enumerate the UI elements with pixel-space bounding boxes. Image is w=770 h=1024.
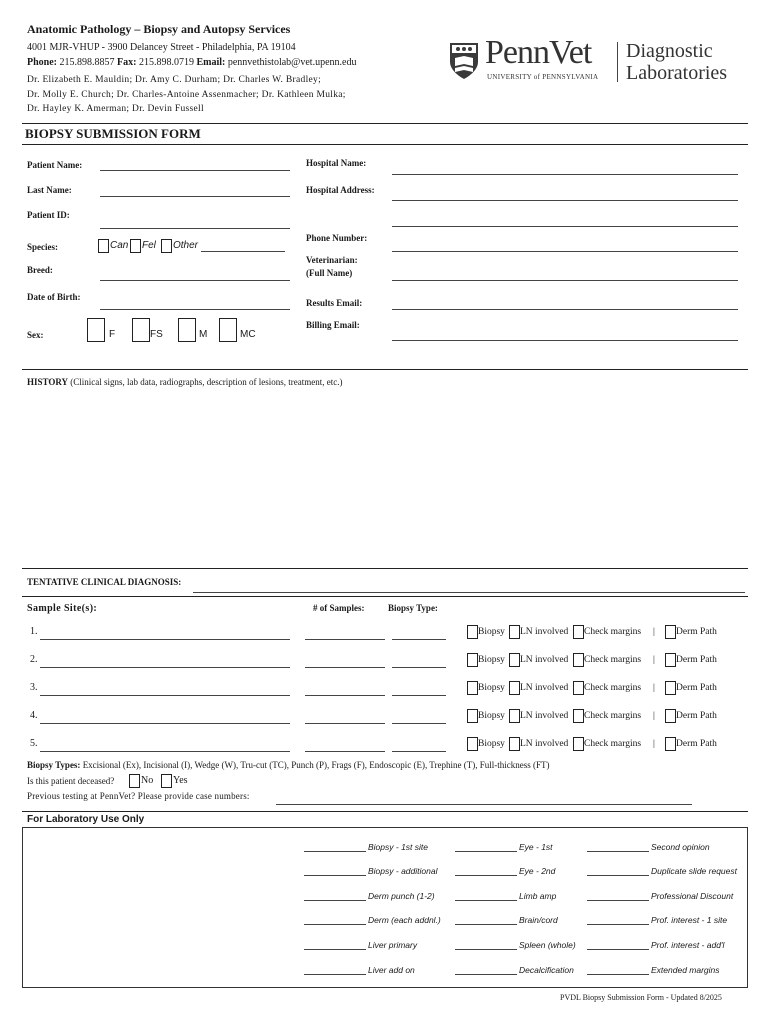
sample-site-input[interactable] bbox=[40, 739, 290, 752]
lab-fill-line bbox=[587, 892, 649, 901]
breed-label: Breed: bbox=[27, 265, 53, 275]
derm-path-checkbox[interactable] bbox=[665, 737, 676, 751]
title-rule-bottom bbox=[22, 144, 748, 145]
option-separator: | bbox=[653, 739, 655, 749]
lab-item-label: Biopsy - 1st site bbox=[368, 842, 428, 852]
lab-fill-line bbox=[587, 867, 649, 876]
lab-item bbox=[455, 866, 555, 876]
lab-fill-line bbox=[455, 867, 517, 876]
option-separator: | bbox=[653, 627, 655, 637]
history-heading bbox=[27, 377, 342, 387]
sample-count-input[interactable] bbox=[305, 655, 385, 668]
biopsy-checkbox[interactable] bbox=[467, 709, 478, 723]
lab-item bbox=[304, 965, 415, 975]
phone-number-input[interactable] bbox=[392, 239, 738, 252]
lab-use-title: For Laboratory Use Only bbox=[27, 814, 145, 825]
diagnosis-input[interactable] bbox=[193, 580, 745, 593]
dob-input[interactable] bbox=[100, 297, 290, 310]
vet-name-input[interactable] bbox=[392, 268, 738, 281]
breed-input[interactable] bbox=[100, 268, 290, 281]
lab-item bbox=[587, 866, 737, 876]
biopsy-option-label: Biopsy bbox=[478, 739, 505, 749]
patient-id-input[interactable] bbox=[100, 216, 290, 229]
biopsy-option-label: Biopsy bbox=[478, 627, 505, 637]
derm-path-label: Derm Path bbox=[676, 655, 717, 665]
lab-fill-line bbox=[304, 941, 366, 950]
sample-count-input[interactable] bbox=[305, 711, 385, 724]
title-rule-top bbox=[22, 123, 748, 124]
derm-path-checkbox[interactable] bbox=[665, 653, 676, 667]
lab-fill-line bbox=[304, 843, 366, 852]
ln-involved-checkbox[interactable] bbox=[509, 653, 520, 667]
lab-item bbox=[304, 842, 428, 852]
species-can-checkbox[interactable] bbox=[98, 239, 109, 253]
sex-fs-label: FS bbox=[150, 329, 163, 340]
lab-item bbox=[455, 965, 574, 975]
biopsy-checkbox[interactable] bbox=[467, 653, 478, 667]
lab-fill-line bbox=[304, 892, 366, 901]
sample-site-input[interactable] bbox=[40, 711, 290, 724]
biopsy-types-text: Excisional (Ex), Incisional (I), Wedge (W), Tru-cut (TC), Punch (P), Frags (F), Endoscopic (E), Trephine (T), Full-thickness (FT) bbox=[82, 760, 550, 770]
check-margins-checkbox[interactable] bbox=[573, 681, 584, 695]
sample-row-number: 3. bbox=[30, 682, 38, 693]
patient-id-label: Patient ID: bbox=[27, 210, 70, 220]
lab-item-label: Liver add on bbox=[368, 965, 415, 975]
doctors-line-1: Dr. Elizabeth E. Mauldin; Dr. Amy C. Durham; Dr. Charles W. Bradley; bbox=[27, 75, 322, 85]
lab-fill-line bbox=[455, 966, 517, 975]
lab-item bbox=[587, 965, 720, 975]
ln-involved-label: LN involved bbox=[520, 739, 569, 749]
sample-count-input[interactable] bbox=[305, 627, 385, 640]
sex-fs-checkbox[interactable] bbox=[132, 318, 150, 342]
biopsy-types-legend bbox=[27, 760, 549, 770]
phone-value: 215.898.8857 bbox=[59, 57, 115, 68]
sample-count-input[interactable] bbox=[305, 739, 385, 752]
sex-f-label: F bbox=[109, 329, 116, 340]
previous-testing-label: Previous testing at PennVet? Please provide case numbers: bbox=[27, 791, 250, 801]
lab-fill-line bbox=[587, 966, 649, 975]
species-fel-label: Fel bbox=[142, 240, 156, 251]
lab-item-label: Eye - 1st bbox=[519, 842, 553, 852]
patient-name-input[interactable] bbox=[100, 158, 290, 171]
lab-item-label: Extended margins bbox=[651, 965, 720, 975]
results-email-input[interactable] bbox=[392, 297, 738, 310]
deceased-yes-checkbox[interactable] bbox=[161, 774, 172, 788]
lab-item-label: Derm (each addnl.) bbox=[368, 915, 441, 925]
sample-count-header: # of Samples: bbox=[313, 603, 365, 613]
lab-item bbox=[587, 940, 724, 950]
species-can-label: Can bbox=[110, 240, 129, 251]
hospital-address-label: Hospital Address: bbox=[306, 185, 375, 195]
check-margins-label: Check margins bbox=[584, 655, 642, 665]
ln-involved-checkbox[interactable] bbox=[509, 737, 520, 751]
hospital-name-input[interactable] bbox=[392, 162, 738, 175]
lab-item-label: Spleen (whole) bbox=[519, 940, 576, 950]
species-other-input[interactable] bbox=[201, 239, 285, 252]
hospital-name-label: Hospital Name: bbox=[306, 158, 367, 168]
pennvet-logo-text: PennVet bbox=[485, 34, 592, 71]
lab-item-label: Decalcification bbox=[519, 965, 574, 975]
dept-line-2: Laboratories bbox=[626, 62, 728, 84]
derm-path-label: Derm Path bbox=[676, 739, 717, 749]
lab-fill-line bbox=[587, 843, 649, 852]
deceased-yes-label: Yes bbox=[173, 775, 188, 786]
ln-involved-label: LN involved bbox=[520, 683, 569, 693]
sample-row-number: 2. bbox=[30, 654, 38, 665]
lab-item bbox=[304, 915, 441, 925]
lab-item bbox=[304, 866, 437, 876]
dob-label: Date of Birth: bbox=[27, 292, 81, 302]
lab-item bbox=[304, 940, 417, 950]
sex-m-checkbox[interactable] bbox=[178, 318, 196, 342]
derm-path-label: Derm Path bbox=[676, 711, 717, 721]
diagnosis-label: TENTATIVE CLINICAL DIAGNOSIS: bbox=[27, 577, 182, 587]
species-fel-checkbox[interactable] bbox=[130, 239, 141, 253]
page-footer: PVDL Biopsy Submission Form - Updated 8/2025 bbox=[560, 993, 722, 1002]
biopsy-type-input[interactable] bbox=[392, 683, 446, 696]
derm-path-label: Derm Path bbox=[676, 627, 717, 637]
email-label: Email: bbox=[196, 57, 226, 68]
lab-title: Anatomic Pathology – Biopsy and Autopsy Services bbox=[27, 22, 291, 36]
ln-involved-label: LN involved bbox=[520, 711, 569, 721]
deceased-question: Is this patient deceased? bbox=[27, 776, 115, 786]
sample-site-header: Sample Site(s): bbox=[27, 603, 98, 614]
last-name-label: Last Name: bbox=[27, 185, 72, 195]
deceased-no-label: No bbox=[141, 775, 154, 786]
sex-mc-checkbox[interactable] bbox=[219, 318, 237, 342]
previous-case-numbers-input[interactable] bbox=[276, 792, 692, 805]
species-other-checkbox[interactable] bbox=[161, 239, 172, 253]
lab-item bbox=[304, 891, 435, 901]
dept-line-1: Diagnostic bbox=[626, 40, 713, 62]
email-value[interactable]: pennvethistolab@vet.upenn.edu bbox=[227, 57, 357, 68]
lab-item-label: Eye - 2nd bbox=[519, 866, 556, 876]
biopsy-types-label: Biopsy Types: bbox=[27, 760, 81, 770]
doctors-line-3: Dr. Hayley K. Amerman; Dr. Devin Fussell bbox=[27, 104, 204, 114]
sex-m-label: M bbox=[199, 329, 208, 340]
sample-site-input[interactable] bbox=[40, 655, 290, 668]
lab-address: 4001 MJR-VHUP - 3900 Delancey Street - Philadelphia, PA 19104 bbox=[27, 42, 296, 53]
lab-item bbox=[455, 915, 558, 925]
lab-item-label: Prof. interest - add'l bbox=[651, 940, 725, 950]
history-rule bbox=[22, 369, 748, 370]
derm-path-checkbox[interactable] bbox=[665, 625, 676, 639]
derm-path-checkbox[interactable] bbox=[665, 709, 676, 723]
penn-university-text: UNIVERSITY of PENNSYLVANIA bbox=[487, 73, 599, 81]
form-title: BIOPSY SUBMISSION FORM bbox=[25, 126, 201, 141]
lab-item bbox=[587, 915, 727, 925]
lab-item bbox=[455, 891, 556, 901]
check-margins-label: Check margins bbox=[584, 739, 642, 749]
phone-label: Phone: bbox=[27, 57, 57, 68]
sex-label: Sex: bbox=[27, 330, 44, 340]
ln-involved-checkbox[interactable] bbox=[509, 625, 520, 639]
option-separator: | bbox=[653, 683, 655, 693]
lab-item-label: Limb amp bbox=[519, 891, 557, 901]
hospital-address-input-1[interactable] bbox=[392, 188, 738, 201]
sample-row-number: 5. bbox=[30, 738, 38, 749]
lab-item-label: Professional Discount bbox=[651, 891, 734, 901]
diagnosis-rule bbox=[22, 568, 748, 569]
billing-email-label: Billing Email: bbox=[306, 320, 360, 330]
lab-fill-line bbox=[587, 941, 649, 950]
lab-use-rule bbox=[22, 811, 748, 812]
lab-item-label: Biopsy - additional bbox=[368, 866, 438, 876]
lab-item bbox=[455, 842, 553, 852]
species-label: Species: bbox=[27, 242, 58, 252]
lab-fill-line bbox=[587, 916, 649, 925]
biopsy-option-label: Biopsy bbox=[478, 711, 505, 721]
lab-fill-line bbox=[455, 843, 517, 852]
lab-fill-line bbox=[304, 867, 366, 876]
biopsy-type-header: Biopsy Type: bbox=[388, 603, 438, 613]
phone-number-label: Phone Number: bbox=[306, 233, 368, 243]
sample-site-input[interactable] bbox=[40, 683, 290, 696]
biopsy-type-input[interactable] bbox=[392, 627, 446, 640]
ln-involved-checkbox[interactable] bbox=[509, 709, 520, 723]
ln-involved-label: LN involved bbox=[520, 627, 569, 637]
lab-item bbox=[587, 891, 733, 901]
lab-fill-line bbox=[455, 916, 517, 925]
check-margins-label: Check margins bbox=[584, 711, 642, 721]
lab-item bbox=[455, 940, 576, 950]
lab-item-label: Liver primary bbox=[368, 940, 418, 950]
option-separator: | bbox=[653, 711, 655, 721]
doctors-line-2: Dr. Molly E. Church; Dr. Charles-Antoine Assenmacher; Dr. Kathleen Mulka; bbox=[27, 90, 346, 100]
patient-name-label: Patient Name: bbox=[27, 160, 83, 170]
lab-item-label: Prof. interest - 1 site bbox=[651, 915, 728, 925]
biopsy-checkbox[interactable] bbox=[467, 681, 478, 695]
biopsy-checkbox[interactable] bbox=[467, 737, 478, 751]
lab-fill-line bbox=[455, 892, 517, 901]
option-separator: | bbox=[653, 655, 655, 665]
lab-fill-line bbox=[304, 966, 366, 975]
billing-email-input[interactable] bbox=[392, 328, 738, 341]
check-margins-checkbox[interactable] bbox=[573, 709, 584, 723]
derm-path-label: Derm Path bbox=[676, 683, 717, 693]
fax-value: 215.898.0719 bbox=[138, 57, 194, 68]
results-email-label: Results Email: bbox=[306, 298, 363, 308]
species-other-label: Other bbox=[173, 240, 199, 251]
biopsy-type-input[interactable] bbox=[392, 739, 446, 752]
lab-fill-line bbox=[304, 916, 366, 925]
check-margins-label: Check margins bbox=[584, 683, 642, 693]
logo-divider bbox=[617, 42, 618, 82]
biopsy-option-label: Biopsy bbox=[478, 683, 505, 693]
biopsy-option-label: Biopsy bbox=[478, 655, 505, 665]
biopsy-type-input[interactable] bbox=[392, 655, 446, 668]
fax-label: Fax: bbox=[117, 57, 137, 68]
history-textarea[interactable] bbox=[26, 392, 748, 566]
sex-f-checkbox[interactable] bbox=[87, 318, 105, 342]
last-name-input[interactable] bbox=[100, 184, 290, 197]
check-margins-checkbox[interactable] bbox=[573, 653, 584, 667]
lab-item-label: Brain/cord bbox=[519, 915, 558, 925]
sample-site-input[interactable] bbox=[40, 627, 290, 640]
history-hint: (Clinical signs, lab data, radiographs, description of lesions, treatment, etc.) bbox=[70, 377, 343, 387]
deceased-no-checkbox[interactable] bbox=[129, 774, 140, 788]
sample-row-number: 4. bbox=[30, 710, 38, 721]
penn-shield-icon bbox=[449, 42, 479, 80]
lab-item-label: Second opinion bbox=[651, 842, 710, 852]
ln-involved-checkbox[interactable] bbox=[509, 681, 520, 695]
check-margins-checkbox[interactable] bbox=[573, 625, 584, 639]
biopsy-checkbox[interactable] bbox=[467, 625, 478, 639]
lab-item-label: Duplicate slide request bbox=[651, 866, 737, 876]
sample-count-input[interactable] bbox=[305, 683, 385, 696]
lab-item-label: Derm punch (1-2) bbox=[368, 891, 435, 901]
vet-label: Veterinarian: bbox=[306, 255, 358, 265]
ln-involved-label: LN involved bbox=[520, 655, 569, 665]
check-margins-label: Check margins bbox=[584, 627, 642, 637]
lab-item bbox=[587, 842, 710, 852]
biopsy-type-input[interactable] bbox=[392, 711, 446, 724]
vet-full-name-label: (Full Name) bbox=[306, 268, 353, 278]
history-label: HISTORY bbox=[27, 377, 69, 387]
derm-path-checkbox[interactable] bbox=[665, 681, 676, 695]
samples-rule bbox=[22, 596, 748, 597]
lab-fill-line bbox=[455, 941, 517, 950]
contact-line bbox=[27, 57, 356, 68]
sex-mc-label: MC bbox=[240, 329, 256, 340]
hospital-address-input-2[interactable] bbox=[392, 214, 738, 227]
check-margins-checkbox[interactable] bbox=[573, 737, 584, 751]
sample-row-number: 1. bbox=[30, 626, 38, 637]
